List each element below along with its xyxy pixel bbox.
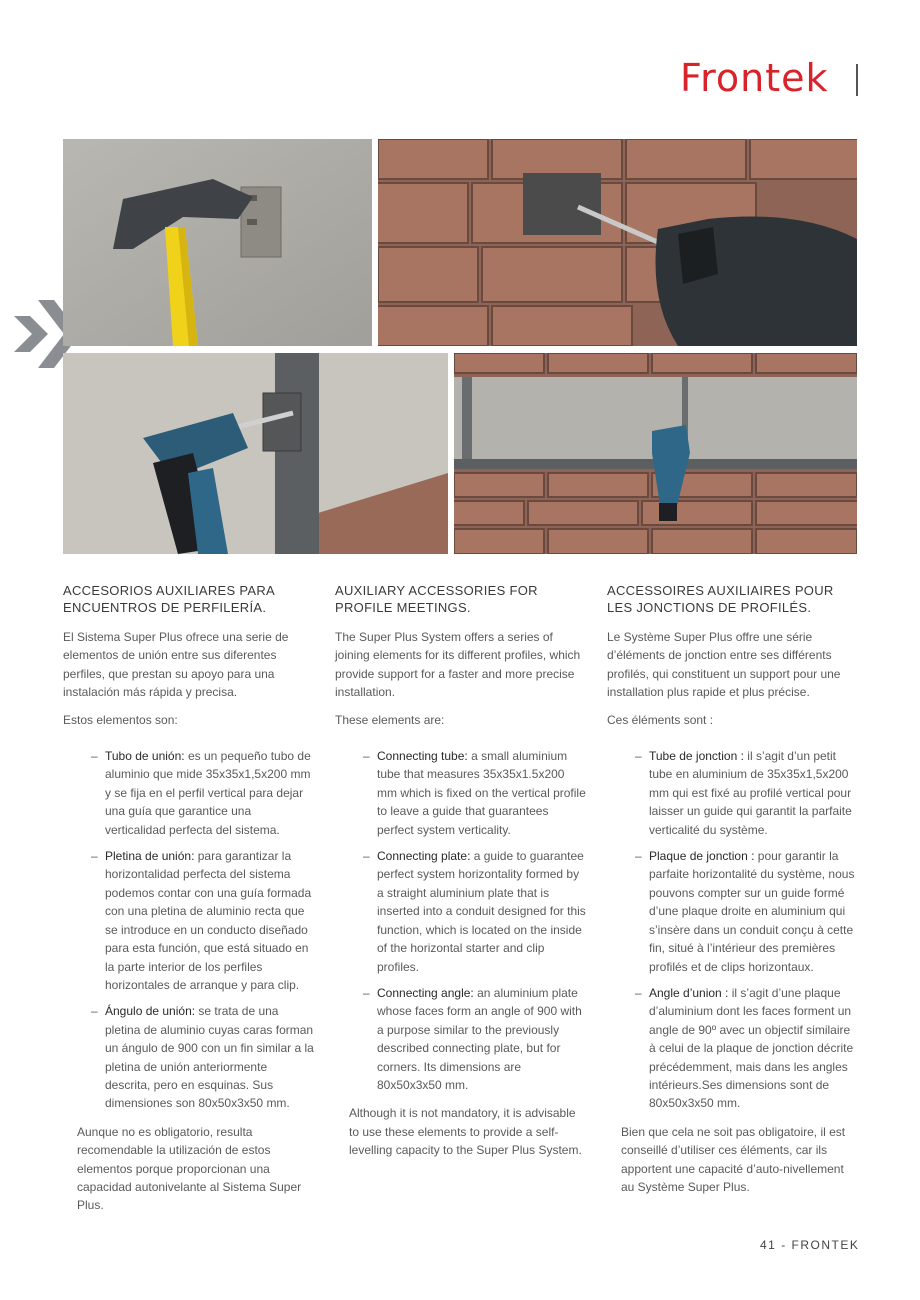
column-intro: Le Système Super Plus offre une série d’éléments de jonction entre ses différents profilés, qui constituent un support pour une installation plus rapide et plus précise. <box>607 630 841 700</box>
column-closing: Bien que cela ne soit pas obligatoire, il est conseillé d’utiliser ces éléments, car ils apportent une capacité d’auto-nivellement au Système Super Plus. <box>621 1124 846 1194</box>
column-closing: Aunque no es obligatorio, resulta recomendable la utilización de estos elementos porque proporcionan una capacidad autonivelante al Sistema Super Plus. <box>77 1124 302 1213</box>
item-term: Tubo de unión: <box>105 749 185 764</box>
item-term: Connecting tube: <box>377 749 468 764</box>
item-term: Connecting angle: <box>377 985 474 1000</box>
list-item <box>635 747 859 839</box>
item-term: Ángulo de unión: <box>105 1004 196 1019</box>
footer-separator: - <box>776 1238 792 1252</box>
list-item <box>91 1002 315 1112</box>
page-number: 41 <box>760 1238 777 1252</box>
list-item <box>363 847 587 976</box>
brand-logo: Frontek <box>680 56 829 100</box>
item-term: Pletina de unión: <box>105 849 195 864</box>
column-intro: The Super Plus System offers a series of joining elements for its different profiles, which provide support for a faster and more precise installation. <box>335 630 581 700</box>
item-text: para garantizar la horizontalidad perfecta del sistema podemos contar con una guía formada con una pletina de aluminio recta que se introduce en un conducto diseñado para esta función, que está situado en la parte interior de los perfiles horizontales de arranque y para clip. <box>105 849 312 992</box>
column-heading: ACCESSOIRES AUXILIAIRES POUR LES JONCTIONS DE PROFILÉS. <box>607 583 834 615</box>
item-term: Plaque de jonction : <box>649 849 755 864</box>
element-list <box>335 747 587 1094</box>
column-lead: Ces éléments sont : <box>607 712 714 727</box>
photo-drill-fixing-plate-brick <box>378 139 857 346</box>
column-closing: Although it is not mandatory, it is advisable to use these elements to provide a self-levelling capacity to the Super Plus System. <box>349 1106 582 1158</box>
photo-hammer-tapping-tube <box>63 139 372 346</box>
item-text: il s’agit d’une plaque d’aluminium dont les faces forment un angle de 90º avec un objectif similaire à celui de la plaque de jonction décrite précédemment, mais dans les angles intérieurs.Ses dimensions sont de 80x50x3x50 mm. <box>649 985 854 1111</box>
photo-levelling-horizontal-profile <box>454 353 857 554</box>
item-text: il s’agit d’un petit tube en aluminium de 35x35x1,5x200 mm qui est fixé au profilé vertical pour laisser un guide qui garantit la parfaite verticalité du système. <box>649 749 852 837</box>
column-heading: ACCESORIOS AUXILIARES PARA ENCUENTROS DE PERFILERÍA. <box>63 583 275 615</box>
item-text: se trata de una pletina de aluminio cuyas caras forman un ángulo de 900 con un fin similar a la pletina de unión anteriormente descrita, pero en esquinas. Sus dimensiones son 80x50x3x50 mm. <box>105 1004 314 1111</box>
column-heading: AUXILIARY ACCESSORIES FOR PROFILE MEETINGS. <box>335 583 538 615</box>
column-lead: These elements are: <box>335 712 445 727</box>
header-divider <box>856 64 858 96</box>
item-text: an aluminium plate whose faces form an angle of 900 with a purpose similar to the previously described connecting plate, but for corners. Its dimensions are 80x50x3x50 mm. <box>377 985 582 1092</box>
list-item <box>363 747 587 839</box>
element-list <box>63 747 315 1113</box>
footer-label: FRONTEK <box>791 1238 860 1252</box>
column-french <box>607 582 859 1196</box>
page-footer <box>760 1238 859 1252</box>
item-text: es un pequeño tubo de aluminio que mide 35x35x1,5x200 mm y se fija en el perfil vertical para dejar una guía que garantice una verticalidad perfecta del sistema. <box>105 749 311 837</box>
item-text: a small aluminium tube that measures 35x35x1.5x200 mm which is fixed on the vertical profile to leave a guide that guarantees perfect system verticality. <box>377 749 586 837</box>
item-text: pour garantir la parfaite horizontalité du système, nous pouvons compter sur un guide formé d’une plaque droite en aluminium qui s’insère dans un conduit conçu à cette fin, situé à l’intérieur des premières profilés et de clips horizontaux. <box>649 849 855 974</box>
photo-drill-connecting-tube-profile <box>63 353 448 554</box>
column-english <box>335 582 587 1160</box>
element-list <box>607 747 859 1113</box>
list-item <box>363 984 587 1094</box>
item-term: Connecting plate: <box>377 849 471 864</box>
list-item <box>91 747 315 839</box>
item-term: Angle d’union : <box>649 985 729 1000</box>
list-item <box>635 847 859 976</box>
column-intro: El Sistema Super Plus ofrece una serie de elementos de unión entre sus diferentes perfiles, que prestan su apoyo para una instalación más rápida y precisa. <box>63 630 289 700</box>
column-lead: Estos elementos son: <box>63 712 178 727</box>
list-item <box>91 847 315 994</box>
list-item <box>635 984 859 1113</box>
column-spanish <box>63 582 315 1215</box>
item-term: Tube de jonction : <box>649 749 744 764</box>
item-text: a guide to guarantee perfect system horizontality formed by a straight aluminium plate that is inserted into a conduit designed for this function, which is located on the inside of the horizontal starter and clip profiles. <box>377 849 586 974</box>
